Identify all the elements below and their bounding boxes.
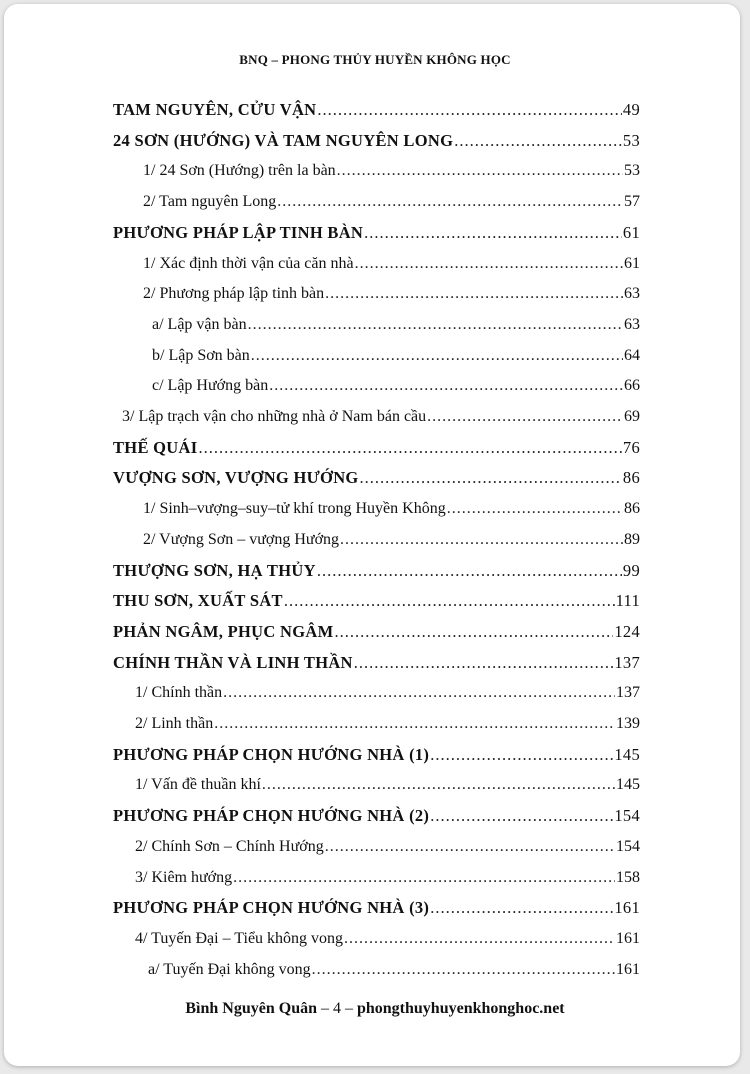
toc-entry xyxy=(148,952,640,980)
toc-entry xyxy=(113,890,640,918)
toc-entry-page: 69 xyxy=(624,408,640,425)
toc-leader-dots xyxy=(317,561,622,581)
toc-entry-title: PHƯƠNG PHÁP LẬP TINH BÀN xyxy=(113,222,364,242)
toc-entry-title: CHÍNH THẦN VÀ LINH THẦN xyxy=(113,652,353,672)
toc-entry xyxy=(135,829,640,857)
toc-leader-dots xyxy=(430,898,613,918)
toc-leader-dots xyxy=(284,591,615,611)
toc-entry-title: 2/ Tam nguyên Long xyxy=(143,193,277,211)
toc-leader-dots xyxy=(354,653,614,673)
footer-website: phongthuyhuyenkhonghoc.net xyxy=(356,1000,565,1017)
toc-entry-page: 49 xyxy=(622,100,640,119)
toc-entry-title: 1/ 24 Sơn (Hướng) trên la bàn xyxy=(143,162,336,180)
toc-entry-page: 61 xyxy=(624,254,640,272)
toc-entry xyxy=(113,645,640,673)
toc-entry xyxy=(113,614,640,642)
toc-leader-dots xyxy=(340,530,623,550)
toc-entry xyxy=(135,706,640,734)
toc-leader-dots xyxy=(430,806,613,826)
toc-leader-dots xyxy=(312,960,615,980)
toc-leader-dots xyxy=(427,407,623,427)
toc-entry xyxy=(152,368,640,396)
toc-entry xyxy=(113,460,640,488)
toc-entry xyxy=(135,675,640,703)
toc-leader-dots xyxy=(364,223,622,243)
toc-entry-page: 64 xyxy=(624,346,640,364)
toc-leader-dots xyxy=(355,254,623,274)
toc-entry xyxy=(113,798,640,826)
toc-entry-page: 124 xyxy=(614,621,640,641)
toc-leader-dots xyxy=(430,745,613,765)
toc-leader-dots xyxy=(262,775,615,795)
footer-separator: – xyxy=(320,1000,333,1017)
toc-entry-page: 111 xyxy=(615,591,640,611)
toc-entry-title: 2/ Chính Sơn – Chính Hướng xyxy=(135,837,324,855)
toc-entry xyxy=(143,184,640,212)
toc-entry-page: 53 xyxy=(624,162,640,180)
toc-entry xyxy=(143,153,640,181)
toc-entry xyxy=(152,338,640,366)
toc-leader-dots xyxy=(337,161,623,181)
toc-entry xyxy=(113,123,640,151)
toc-entry-title: PHƯƠNG PHÁP CHỌN HƯỚNG NHÀ (1) xyxy=(113,744,430,764)
toc-leader-dots xyxy=(277,192,623,212)
toc-entry-page: 76 xyxy=(622,437,640,457)
toc-entry-title: PHẢN NGÂM, PHỤC NGÂM xyxy=(113,621,334,641)
toc-entry-page: 161 xyxy=(616,929,640,947)
toc-leader-dots xyxy=(214,714,615,734)
toc-entry-title: 3/ Lập trạch vận cho những nhà ở Nam bán cầu xyxy=(122,408,427,425)
toc-leader-dots xyxy=(198,438,621,458)
toc-leader-dots xyxy=(325,284,623,304)
toc-entry-page: 145 xyxy=(614,744,640,764)
toc-leader-dots xyxy=(334,622,613,642)
toc-entry-title: 1/ Chính thần xyxy=(135,684,223,702)
toc-entry-title: 1/ Xác định thời vận của căn nhà xyxy=(143,254,354,272)
toc-entry-title: VƯỢNG SƠN, VƯỢNG HƯỚNG xyxy=(113,468,359,488)
toc-entry-page: 86 xyxy=(624,500,640,518)
page-header: BNQ – PHONG THỦY HUYỀN KHÔNG HỌC xyxy=(239,52,511,67)
toc-leader-dots xyxy=(233,868,615,888)
toc-leader-dots xyxy=(360,468,622,488)
toc-entry-page: 66 xyxy=(624,377,640,395)
toc-entry-page: 61 xyxy=(622,222,640,242)
toc-entry xyxy=(122,399,640,427)
toc-entry-title: 3/ Kiêm hướng xyxy=(135,868,233,886)
toc-entry-page: 139 xyxy=(616,715,640,732)
toc-leader-dots xyxy=(325,837,615,857)
toc-entry-title: 1/ Sinh–vượng–suy–tử khí trong Huyền Không xyxy=(143,500,446,518)
toc-entry-title: 24 SƠN (HƯỚNG) VÀ TAM NGUYÊN LONG xyxy=(113,130,454,150)
toc-entry xyxy=(143,246,640,274)
toc-leader-dots xyxy=(248,315,623,335)
toc-entry-title: 2/ Vượng Sơn – vượng Hướng xyxy=(143,530,340,548)
toc-entry-title: 2/ Linh thần xyxy=(135,715,214,732)
toc-leader-dots xyxy=(447,499,623,519)
toc-entry xyxy=(135,767,640,795)
footer-separator: – xyxy=(340,1000,357,1017)
toc-entry xyxy=(113,553,640,581)
toc-entry-page: 63 xyxy=(624,315,640,333)
footer-page-number: 4 xyxy=(332,1000,341,1017)
toc-entry-title: TAM NGUYÊN, CỬU VẬN xyxy=(113,100,317,119)
toc-entry xyxy=(113,737,640,765)
toc-entry xyxy=(113,215,640,243)
toc-entry xyxy=(113,92,640,120)
toc-leader-dots xyxy=(251,346,623,366)
toc-leader-dots xyxy=(269,376,623,396)
toc-entry-page: 154 xyxy=(616,837,640,855)
toc-entry xyxy=(152,307,640,335)
toc-entry xyxy=(113,583,640,611)
toc-entry-page: 154 xyxy=(614,806,640,826)
toc-entry-page: 53 xyxy=(622,130,640,150)
toc-entry-page: 137 xyxy=(616,684,640,702)
toc-leader-dots xyxy=(344,929,615,949)
toc-entry-title: a/ Lập vận bàn xyxy=(152,315,247,333)
toc-leader-dots xyxy=(454,131,622,151)
toc-entry xyxy=(113,430,640,458)
toc-entry-page: 161 xyxy=(616,960,640,978)
toc-entry-page: 57 xyxy=(624,193,640,211)
toc-entry-title: THU SƠN, XUẤT SÁT xyxy=(113,591,283,611)
toc-entry-page: 63 xyxy=(624,285,640,303)
toc-entry xyxy=(143,491,640,519)
toc-entry-page: 161 xyxy=(614,898,640,918)
toc-entry-title: PHƯƠNG PHÁP CHỌN HƯỚNG NHÀ (2) xyxy=(113,806,430,826)
toc-entry-page: 158 xyxy=(616,868,640,886)
toc-entry xyxy=(135,860,640,888)
toc-entry-title: 4/ Tuyến Đại – Tiểu không vong xyxy=(135,929,344,947)
toc-entry-title: THƯỢNG SƠN, HẠ THỦY xyxy=(113,560,316,580)
toc-entry-title: 1/ Vấn đề thuần khí xyxy=(135,776,261,794)
toc-entry-title: 2/ Phương pháp lập tinh bàn xyxy=(143,285,325,303)
toc-entry-title: PHƯƠNG PHÁP CHỌN HƯỚNG NHÀ (3) xyxy=(113,898,430,918)
toc-entry-page: 86 xyxy=(622,468,640,488)
toc-leader-dots xyxy=(317,100,622,120)
toc-entry-page: 137 xyxy=(614,652,640,672)
toc-entry xyxy=(135,921,640,949)
toc-entry xyxy=(143,276,640,304)
toc-entry-page: 99 xyxy=(622,560,640,580)
toc-entry xyxy=(143,522,640,550)
toc-entry-title: c/ Lập Hướng bàn xyxy=(152,377,269,395)
toc-entry-page: 89 xyxy=(624,530,640,548)
toc-entry-title: b/ Lập Sơn bàn xyxy=(152,346,250,364)
footer-author: Bình Nguyên Quân xyxy=(185,1000,317,1017)
toc-entry-title: THẾ QUÁI xyxy=(113,437,198,457)
page-footer xyxy=(0,1000,750,1018)
toc-entry-title: a/ Tuyến Đại không vong xyxy=(148,960,311,978)
toc-leader-dots xyxy=(223,683,615,703)
toc-entry-page: 145 xyxy=(616,776,640,794)
